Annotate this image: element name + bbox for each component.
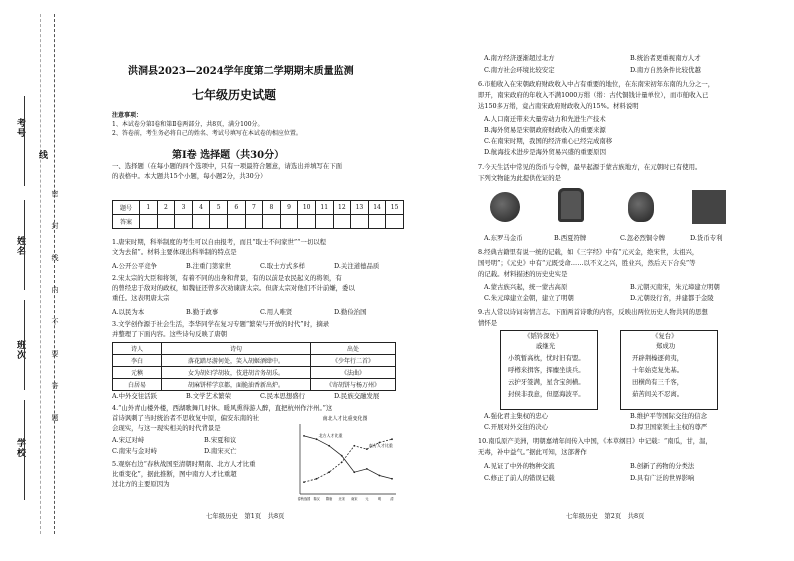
answer-cell[interactable] [140,215,158,229]
q3-head-source: 出处 [311,343,396,355]
q8-line-1: 8.经典古籍里有说一统的记载，如《三字经》中有“元灭金，绝宋世，太祖兴， [478,248,699,256]
q8-line-2: 国号明”；《元史》中有“元既受命……以不义之兴，胜业兴，然后天下合矣”等 [478,259,696,267]
x-tick-label: 元 [365,497,369,501]
answer-cell[interactable] [227,215,245,229]
series-label: 南方人才比重 [368,443,393,449]
q8-opt-b: B.元朝灭南宋，朱元璋建立明朝 [630,283,720,291]
q3-poem-table [112,342,396,391]
data-point [353,445,355,447]
q8-line-3: 的记载。材料描述的历史史实是 [478,270,568,278]
table-qno: 9 [280,201,298,215]
seal-mark-3: 内 [51,286,59,293]
q5-opt-b: B.统治者更重视南方人才 [630,54,701,62]
table-label-qno: 题号 [113,201,140,215]
talent-chart [290,412,400,504]
blank-line-2[interactable] [24,200,26,290]
q1-opt-a: A.公开公平竞争 [112,262,157,270]
q2-opt-a: A.以民为本 [112,308,145,316]
currency-image [692,190,726,224]
q4-line-2: 首诗讽刺了当时统治者不思收复中原，偏安东南的社 [112,414,259,422]
q8-opt-d: D.元朝设行省，并建都于金陵 [630,294,714,302]
blank-line-3[interactable] [24,300,26,390]
bronze-token-image [628,192,654,222]
data-point [391,438,393,440]
data-point [379,475,381,477]
table-qno: 14 [368,201,386,215]
coin-image [490,192,520,222]
q6-line-2: 即开，南宋政府的年收入不满1000万缗（缗：古代铜钱计量单位），而市舶收入已 [478,91,709,99]
table-qno: 2 [157,201,175,215]
q3-cell: 女为胡妇学胡妆，伎进胡音务胡乐。 [162,367,311,379]
poem1-line-3: 云护牙签满，星含宝剑横。 [508,378,585,386]
data-point [341,455,343,457]
answer-cell[interactable] [263,215,281,229]
answer-cell[interactable] [192,215,210,229]
q10-opt-a: A.见证了中外的物种交流 [484,462,555,470]
answer-cell[interactable] [315,215,333,229]
answer-cell[interactable] [298,215,316,229]
answer-cell[interactable] [280,215,298,229]
q2-opt-b: B.勤于政事 [186,308,219,316]
poem2-line-4: 茹苦间关不忍离。 [632,390,684,398]
q3-cell: 胡麻饼样学京都，面脆油香新出炉。 [162,379,311,391]
q6-opt-b: B.海外贸易是宋朝政府财政收入的重要来源 [484,126,606,134]
blank-line-4[interactable] [24,400,26,500]
q2-opt-d: D.勤俭治国 [334,308,367,316]
x-tick-label: 明 [377,497,382,501]
seal-mark-6: 答 [51,382,59,389]
table-qno: 11 [315,201,333,215]
table-qno: 13 [351,201,369,215]
q9-opt-a: A.强化君主集权的忠心 [484,412,549,420]
q9-opt-d: D.捍卫国家领土主权的尊严 [630,423,708,431]
seal-mark-1: 封 [51,222,59,229]
q5-line-3: 过北方的主要原因为 [112,480,170,488]
q2-line-2: 的曾经忠于敌对的政权，如魏征还曾多次劝谏唐太宗。但唐太宗对他们不计前嫌，委以 [112,284,355,292]
x-tick-label: 南宋 [351,497,358,501]
answer-cell[interactable] [351,215,369,229]
x-tick-label: 清 [390,497,394,501]
q3-cell: 《寄胡饼与杨万州》 [311,379,396,391]
xuexiao-label: 学校 [15,438,25,458]
q3-opt-a: A.中外交往活跃 [112,392,157,400]
q1-line-2: 文为去留”。材料主要体现出科举制的特点是 [112,248,237,256]
q1-opt-b: B.注重门第家世 [186,262,232,270]
data-point [353,471,355,473]
q6-opt-c: C.在南宋时期，我国的经济重心已经完成南移 [484,137,613,145]
data-point [316,438,318,440]
q4-opt-d: D.南宋灭亡 [204,447,237,455]
table-qno: 12 [333,201,351,215]
seal-mark-2: 线 [51,254,59,261]
footer-right: 七年级历史 第2页 共8页 [566,512,645,520]
q5-line-1: 5.观察右边“春秋战国至清朝时期南、北方人才比重 [112,460,256,468]
xixia-tablet-image [558,188,584,222]
exam-title: 洪洞县2023—2024学年度第二学期期末质量监测 [128,66,354,77]
answer-cell[interactable] [175,215,193,229]
q8-opt-a: A.蒙古族兴起，统一蒙古高原 [484,283,568,291]
notes-item-1: 1、本试卷分第Ⅰ卷和第Ⅱ卷两部分，共8页，满分100分。 [112,121,264,128]
seal-mark-4: 不 [51,318,59,325]
line-label: 线 [37,150,47,160]
q6-opt-a: A.人口南迁带来大量劳动力和先进生产技术 [484,115,606,123]
footer-left: 七年级历史 第1页 共8页 [206,512,285,520]
table-qno: 3 [175,201,193,215]
seal-mark-0: 密 [51,190,59,197]
q3-opt-b: B.文学艺术繁荣 [186,392,232,400]
x-tick-label: 春秋战国 [297,497,311,501]
q6-line-1: 6.市舶收入在宋朝政府财政收入中占有重要的地位，在东南宋初年东南的九分之一， [478,80,715,88]
q3-opt-d: D.民族交融发展 [334,392,380,400]
answer-cell[interactable] [210,215,228,229]
table-qno: 8 [263,201,281,215]
q7-opt-c: C.忽必烈铜令牌 [620,234,666,242]
binding-line-outer [40,14,41,534]
q4-opt-c: C.南宋与金对峙 [112,447,158,455]
q10-line-2: 无毒，补中益气。”据此可知，这部著作 [478,448,587,456]
q5-opt-c: C.南方社会环境比较安定 [484,66,555,74]
data-point [366,448,368,450]
seal-mark-5: 要 [51,350,59,357]
xingming-label: 姓名 [15,236,25,256]
poem2-title: 《复台》 [652,332,678,340]
poem1-line-4: 封侯非我意，但愿海波平。 [508,390,585,398]
chart-title: 南北人才比重变化图 [322,416,368,422]
data-point [391,478,393,480]
q3-line-1: 3.文学创作源于社会生活，李华同学在复习专题“繁荣与开放的时代”时，摘录 [112,320,330,328]
notes-item-2: 2、答卷前，考生务必将自己的姓名、考试号填写在本试卷的相应位置。 [112,130,302,137]
poem1-line-2: 呼樽来揖客，挥麈坐谈兵。 [508,366,585,374]
table-qno: 1 [140,201,158,215]
table-qno: 10 [298,201,316,215]
q2-opt-c: C.用人唯贤 [260,308,293,316]
section1-title: 第Ⅰ卷 选择题（共30分） [172,150,285,161]
q3-cell: 《法曲》 [311,367,396,379]
q7-opt-d: D.货币专利 [690,234,723,242]
answer-table [112,200,404,229]
q1-opt-c: C.取士方式多样 [260,262,306,270]
q3-cell: 李白 [113,355,162,367]
poem2-line-2: 十年始克复先基。 [632,366,684,374]
data-point [366,468,368,470]
table-qno: 15 [386,201,404,215]
data-point [341,461,343,463]
answer-cell[interactable] [245,215,263,229]
q9-opt-b: B.维护平等国际交往的信念 [630,412,708,420]
q6-line-3: 达150多万缗，竟占南宋政府财政收入的15%。材料说明 [478,102,639,110]
q5-line-2: 比重变化”，据此推断，图中南方人才比重超 [112,470,237,478]
seal-mark-7: 题 [51,414,59,421]
q7-opt-b: B.西夏符牌 [554,234,587,242]
q6-opt-d: D.航海技术进步是海外贸易兴盛的重要原因 [484,148,606,156]
q3-line-2: 并整理了下面内容。这些诗句反映了唐朝 [112,330,228,338]
q4-opt-a: A.宋辽对峙 [112,436,145,444]
q3-cell: 落花踏尽游何处，笑入胡姬酒肆中。 [162,355,311,367]
answer-cell[interactable] [368,215,386,229]
banji-label: 班次 [15,340,25,360]
q3-cell: 元稹 [113,367,162,379]
data-point [303,435,305,437]
notes-heading: 注意事项： [112,112,143,119]
data-point [328,471,330,473]
q10-opt-b: B.创新了药物的分类法 [630,462,695,470]
q7-line-2: 下列文物能为此提供佐证的是 [478,174,562,182]
poem2-author: 郑成功 [656,342,676,350]
q2-line-1: 2.宋太宗的大臣和将领，有着不同的出身和背景，有的以前是农民起义的将领，有 [112,274,342,282]
q4-line-3: 会现实，与这一现实相关的时代背景是 [112,424,221,432]
q4-line-1: 4.“山外青山楼外楼，西湖歌舞几时休。暖风熏得游人醉，直把杭州作汴州。”这 [112,404,333,412]
x-tick-label: 北宋 [338,497,345,501]
q7-line-1: 7.今天生活中常见的货币与令牌，最早起源于蒙古族地方，在元朝时已有使用。 [478,163,702,171]
section1-instr-1: 一、选择题（在每小题的四个选项中，只有一项最符合题意，请选出并填写在下面 [112,162,343,170]
q5-opt-a: A.南方经济逐渐超过北方 [484,54,555,62]
q5-opt-d: D.南方自然条件比较优越 [630,66,701,74]
q10-opt-c: C.修正了前人的错误记载 [484,474,555,482]
table-qno: 6 [227,201,245,215]
answer-cell[interactable] [157,215,175,229]
data-point [316,478,318,480]
q2-line-3: 重任。这表明唐太宗 [112,294,170,302]
answer-cell[interactable] [333,215,351,229]
table-qno: 4 [192,201,210,215]
data-point [328,445,330,447]
q10-line-1: 10.南瓜原产美洲，明朝嘉靖年间传入中国，《本草纲目》中记载：“南瓜，甘，温， [478,437,712,445]
q10-opt-d: D.具有广泛的世界影响 [630,474,695,482]
exam-subtitle: 七年级历史试题 [192,88,277,102]
q7-opt-a: A.东罗马金币 [484,234,523,242]
poem1-line-1: 小筑暂高枕，忧时旧有盟。 [508,354,585,362]
q1-line-1: 1.唐宋时期，科举制度的考生可以自由报考，而且“取士不问家世”“一切以程 [112,238,327,246]
poem1-title: 《韬铃深处》 [524,332,563,340]
q3-opt-c: C.民本思想盛行 [260,392,306,400]
poem2-line-1: 开辟荆榛逐荷夷， [632,354,684,362]
answer-cell[interactable] [386,215,404,229]
kaohao-label: 考号 [15,118,25,138]
x-tick-label: 隋唐 [325,497,333,501]
series-label: 北方人才比重 [318,433,343,439]
q1-opt-d: D.关注道德品质 [334,262,380,270]
poem2-line-3: 田横尚有三千客， [632,378,684,386]
binding-line [54,14,55,534]
q9-line-2: 情怀是 [478,319,498,327]
table-label-answer: 答案 [113,215,140,229]
q9-line-1: 9.古人常以诗词寄情言志。下面两首诗歌的内容，反映出两位历史人物共同的思想 [478,308,708,316]
x-tick-label: 秦汉 [313,497,320,501]
table-qno: 5 [210,201,228,215]
table-qno: 7 [245,201,263,215]
section1-instr-2: 的表格中。本大题共15个小题，每小题2分，共30分） [112,172,267,180]
q3-head-poet: 诗人 [113,343,162,355]
poem1-author: 戚继光 [536,342,556,350]
q8-opt-c: C.朱元璋建立金朝，建立了明朝 [484,294,574,302]
q3-head-verse: 诗句 [162,343,311,355]
q3-cell: 白居易 [113,379,162,391]
q4-opt-b: B.宋夏和议 [204,436,237,444]
q3-cell: 《少年行二首》 [311,355,396,367]
q9-opt-c: C.开展对外交往的决心 [484,423,549,431]
data-point [303,481,305,483]
blank-line-1[interactable] [24,96,26,186]
